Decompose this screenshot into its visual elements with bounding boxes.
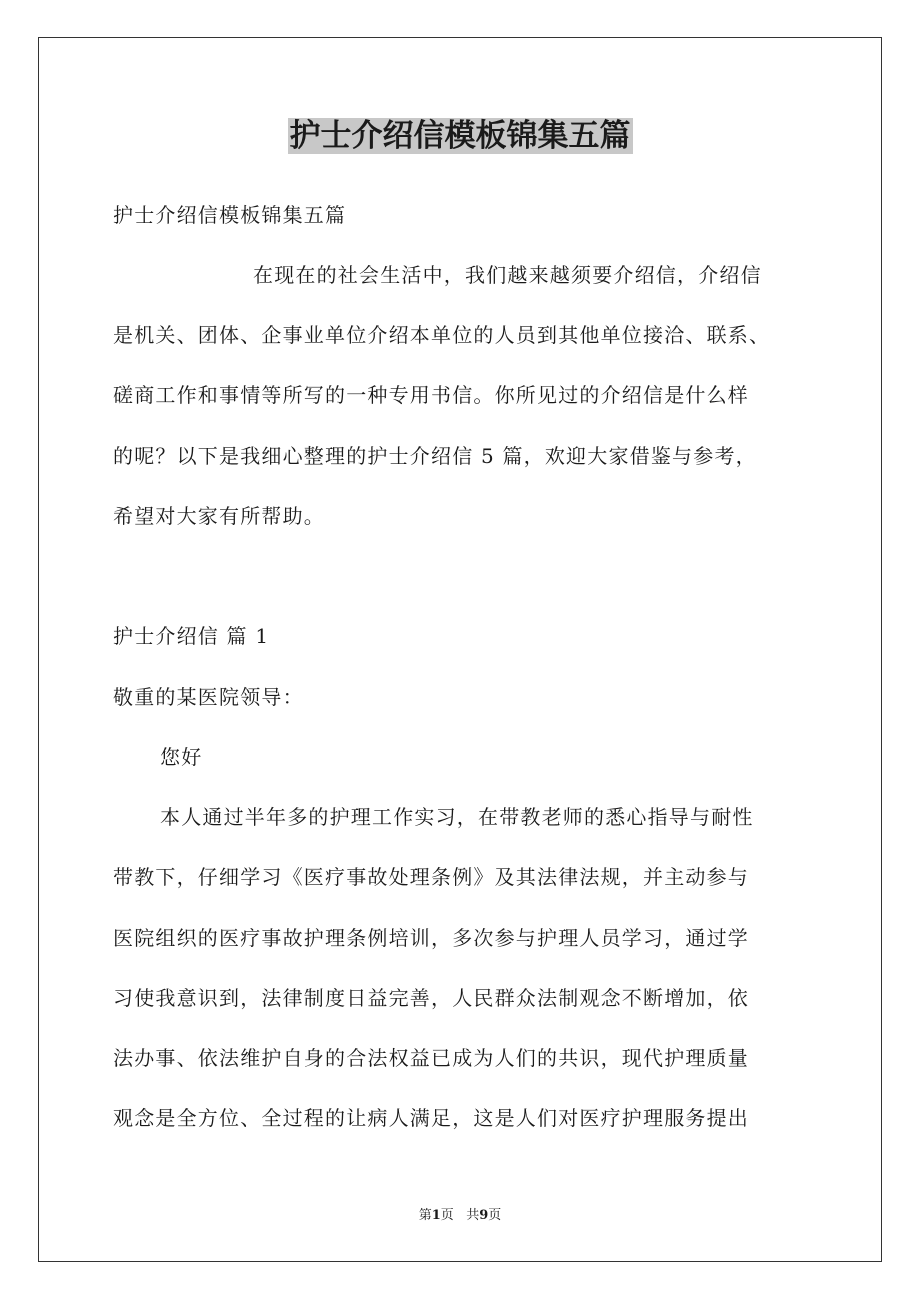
intro-line: 磋商工作和事情等所写的一种专用书信。你所见过的介绍信是什么样 [113, 383, 749, 407]
footer-current-page: 1 [431, 1208, 441, 1223]
footer-total-pages: 9 [479, 1208, 489, 1223]
body-line: 带教下，仔细学习《医疗事故处理条例》及其法律法规，并主动参与 [113, 865, 749, 889]
document-title-text: 护士介绍信模板锦集五篇 [289, 118, 631, 154]
footer-suffix: 页 [488, 1208, 502, 1223]
document-title [0, 114, 920, 158]
body-line: 法办事、依法维护自身的合法权益已成为人们的共识，现代护理质量 [113, 1046, 749, 1070]
document-subtitle: 护士介绍信模板锦集五篇 [113, 203, 347, 227]
body-line: 本人通过半年多的护理工作实习，在带教老师的悉心指导与耐性 [160, 805, 754, 829]
section-heading: 护士介绍信 篇 1 [113, 624, 270, 648]
intro-line: 的呢？以下是我细心整理的护士介绍信 5 篇，欢迎大家借鉴与参考， [113, 444, 757, 468]
footer-prefix: 第 [418, 1208, 432, 1223]
intro-line: 是机关、团体、企事业单位介绍本单位的人员到其他单位接洽、联系、 [113, 323, 771, 347]
greeting: 您好 [160, 745, 203, 769]
footer-middle: 页 共 [440, 1208, 480, 1223]
intro-line: 希望对大家有所帮助。 [113, 504, 325, 528]
page-footer [0, 1206, 920, 1226]
intro-line: 在现在的社会生活中，我们越来越须要介绍信，介绍信 [253, 263, 762, 287]
body-line: 观念是全方位、全过程的让病人满足，这是人们对医疗护理服务提出 [113, 1106, 749, 1130]
body-line: 医院组织的医疗事故护理条例培训，多次参与护理人员学习，通过学 [113, 926, 749, 950]
salutation: 敬重的某医院领导： [113, 685, 304, 709]
body-line: 习使我意识到，法律制度日益完善，人民群众法制观念不断增加，依 [113, 986, 749, 1010]
